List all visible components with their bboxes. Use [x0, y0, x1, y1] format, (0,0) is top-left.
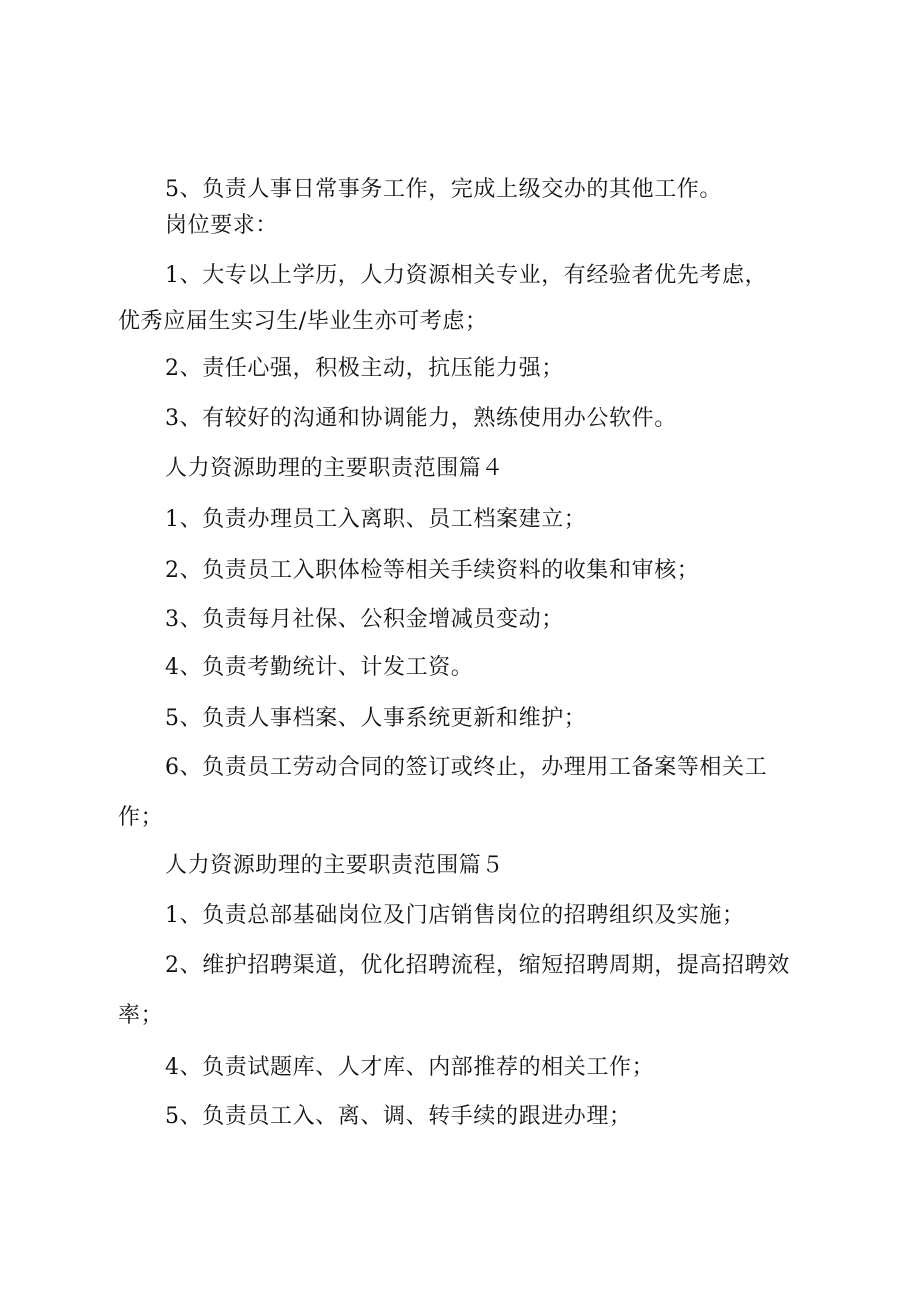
paragraph-line: 1、负责总部基础岗位及门店销售岗位的招聘组织及实施； [165, 903, 745, 928]
paragraph-line: 优秀应届生实习生/毕业生亦可考虑； [118, 309, 488, 334]
paragraph-line: 5、负责人事日常事务工作，完成上级交办的其他工作。 [165, 177, 722, 202]
paragraph-line: 2、维护招聘渠道，优化招聘流程，缩短招聘周期，提高招聘效 [165, 953, 790, 978]
paragraph-line: 5、负责人事档案、人事系统更新和维护； [165, 706, 587, 731]
paragraph-line: 作； [118, 805, 164, 830]
section-heading: 人力资源助理的主要职责范围篇５ [165, 853, 505, 878]
paragraph-line: 6、负责员工劳动合同的签订或终止，办理用工备案等相关工 [165, 755, 768, 780]
paragraph-line: 4、负责考勤统计、计发工资。 [165, 655, 474, 680]
paragraph-line: 5、负责员工入、离、调、转手续的跟进办理； [165, 1104, 632, 1129]
paragraph-line: 4、负责试题库、人才库、内部推荐的相关工作； [165, 1055, 655, 1080]
paragraph-line: 3、有较好的沟通和协调能力，熟练使用办公软件。 [165, 406, 677, 431]
paragraph-line: 1、大专以上学历，人力资源相关专业，有经验者优先考虑， [165, 263, 768, 288]
paragraph-line: 3、负责每月社保、公积金增减员变动； [165, 607, 564, 632]
section-heading: 人力资源助理的主要职责范围篇４ [165, 456, 505, 481]
section-heading: 岗位要求： [165, 213, 279, 238]
paragraph-line: 2、责任心强，积极主动，抗压能力强； [165, 356, 564, 381]
paragraph-line: 1、负责办理员工入离职、员工档案建立； [165, 507, 587, 532]
paragraph-line: 率； [118, 1003, 164, 1028]
paragraph-line: 2、负责员工入职体检等相关手续资料的收集和审核； [165, 558, 700, 583]
